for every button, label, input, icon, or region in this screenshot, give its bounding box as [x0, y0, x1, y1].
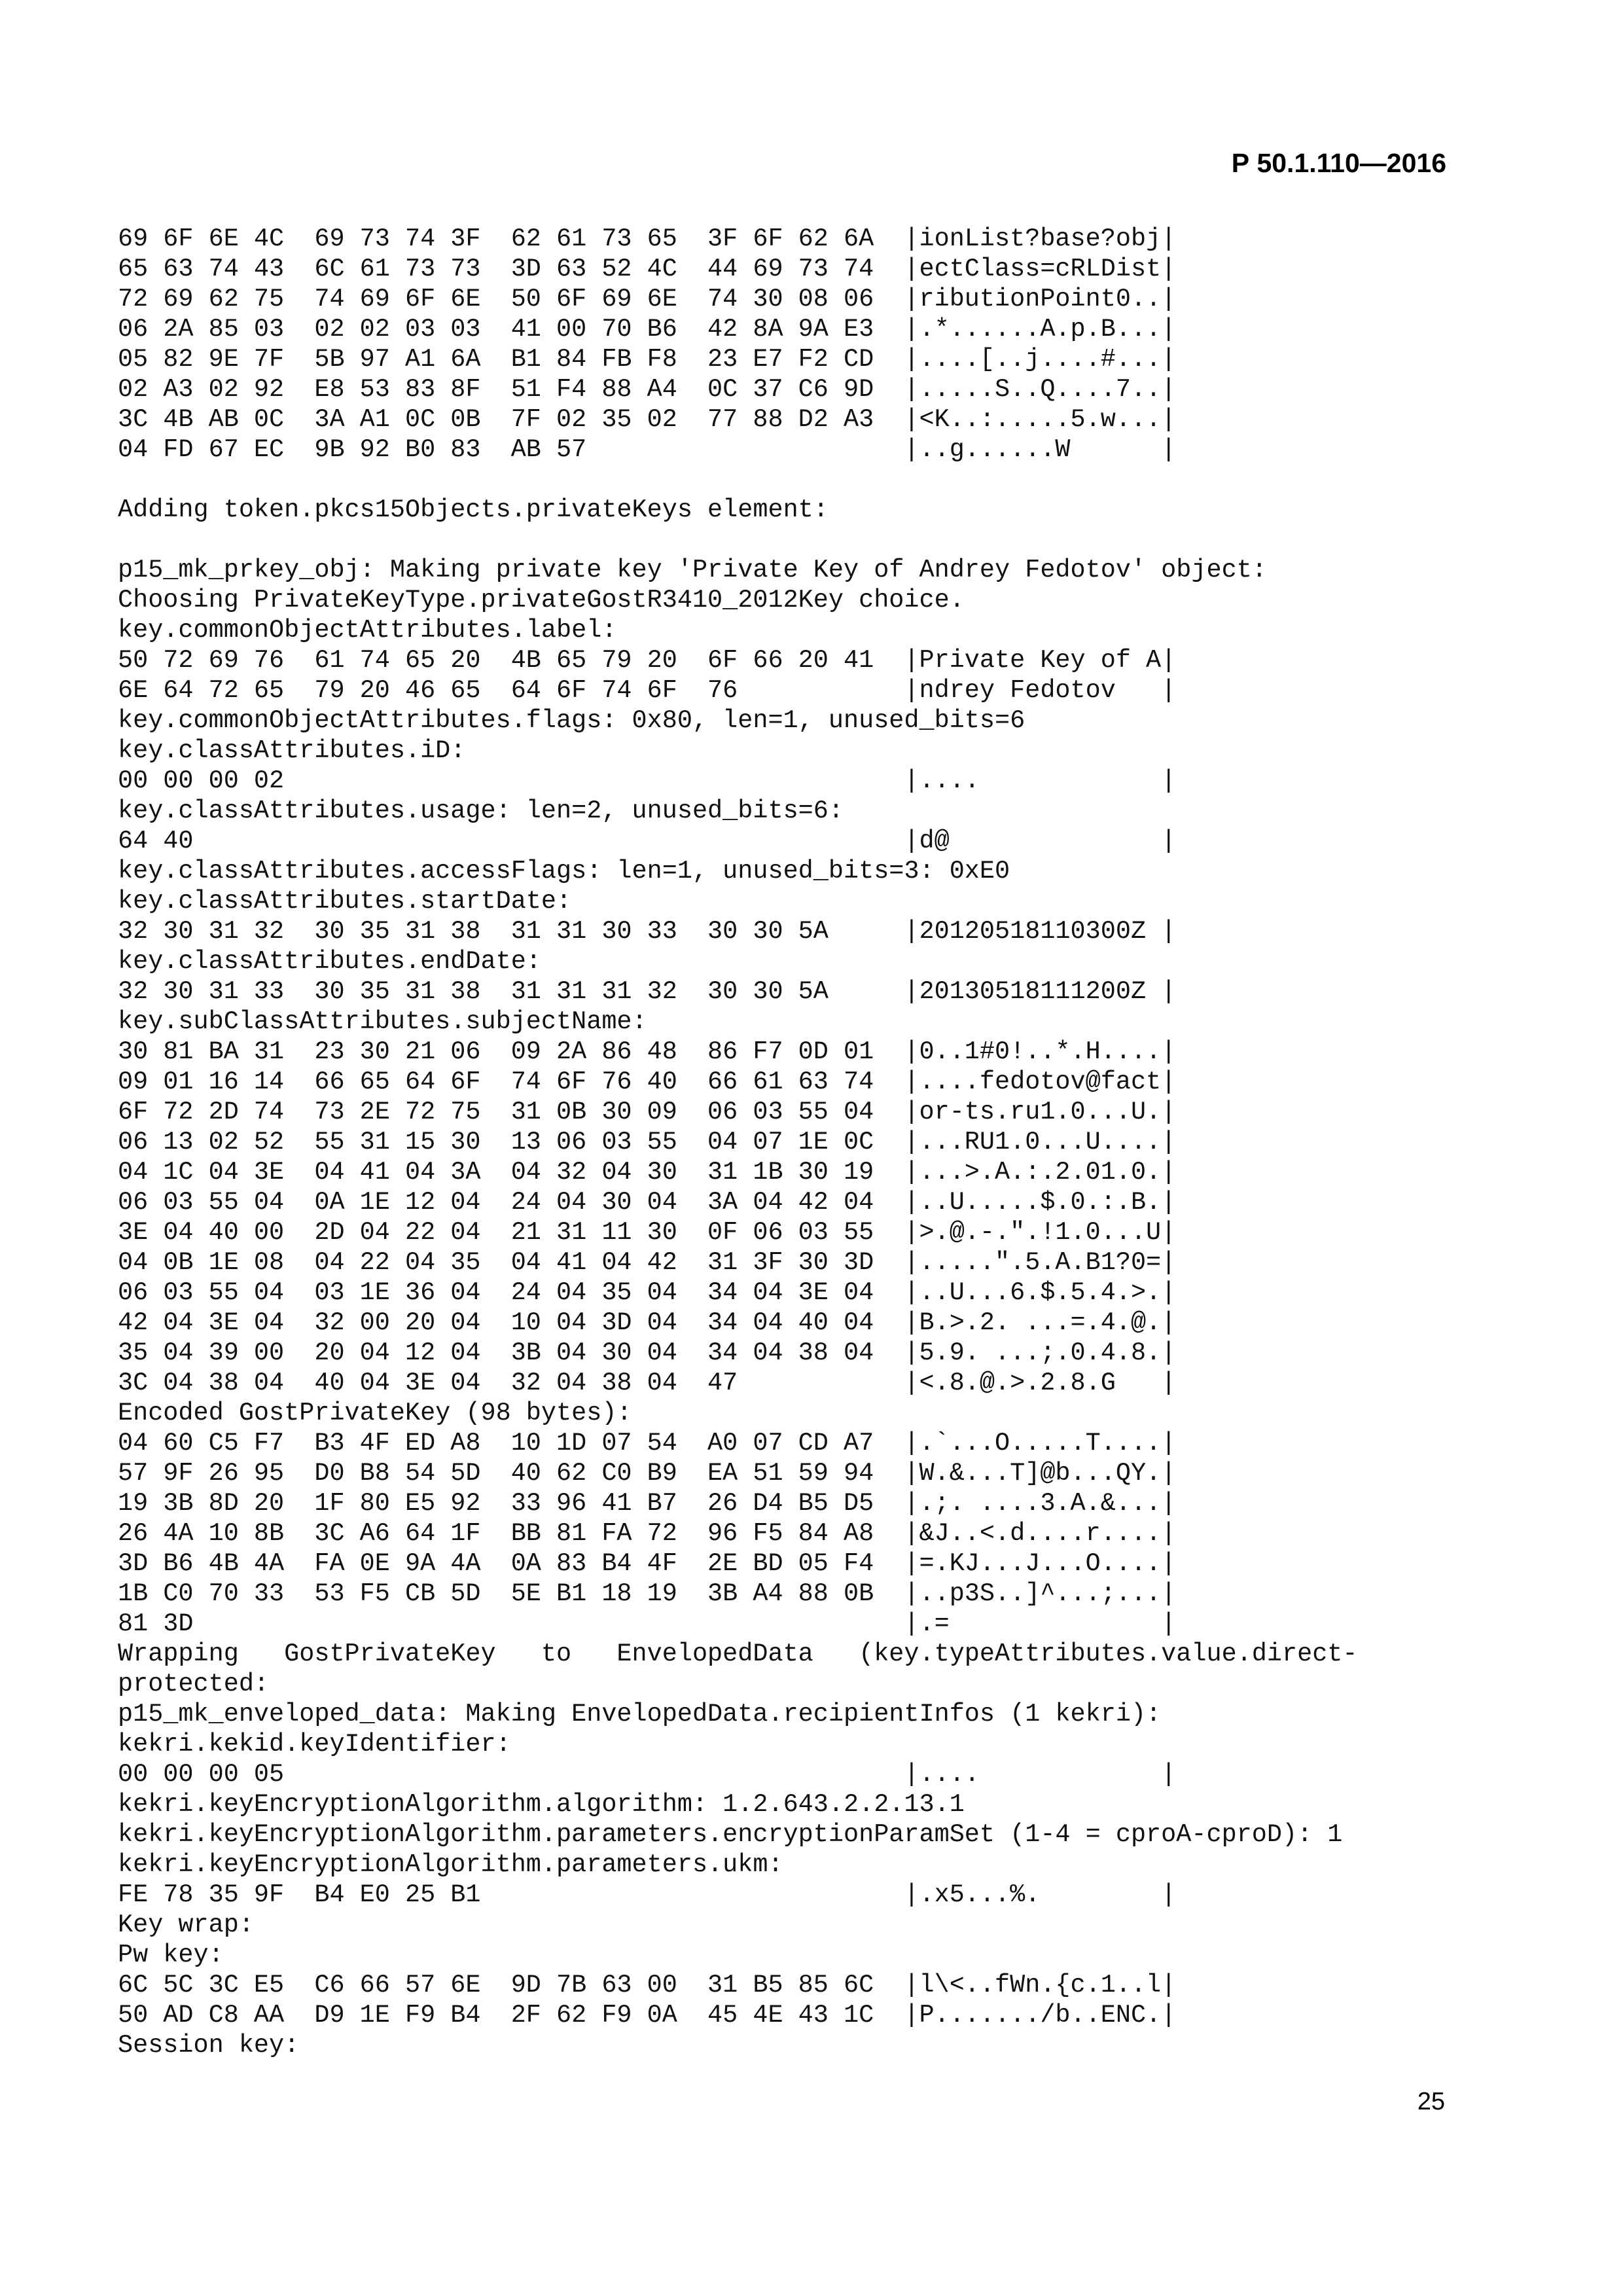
listing-line: 69 6F 6E 4C 69 73 74 3F 62 61 73 65 3F 6F 62 6A |ionList?base?obj|	[118, 224, 1177, 253]
listing-line: 42 04 3E 04 32 00 20 04 10 04 3D 04 34 04 40 04 |B.>.2. ...=.4.@.|	[118, 1308, 1177, 1337]
listing-line: 05 82 9E 7F 5B 97 A1 6A B1 84 FB F8 23 E7 F2 CD |....[..j....#...|	[118, 345, 1177, 374]
listing-line: 04 0B 1E 08 04 22 04 35 04 41 04 42 31 3F 30 3D |.....".5.A.B1?0=|	[118, 1248, 1177, 1277]
listing-line: 06 03 55 04 0A 1E 12 04 24 04 30 04 3A 04 42 04 |..U.....$.0.:.B.|	[118, 1188, 1177, 1217]
listing-line: 81 3D |.= |	[118, 1609, 1177, 1638]
listing-line: 09 01 16 14 66 65 64 6F 74 6F 76 40 66 61 63 74 |....fedotov@fact|	[118, 1067, 1177, 1096]
listing-line: 06 13 02 52 55 31 15 30 13 06 03 55 04 07 1E 0C |...RU1.0...U....|	[118, 1128, 1177, 1157]
listing-line: 50 AD C8 AA D9 1E F9 B4 2F 62 F9 0A 45 4E 43 1C |P......./b..ENC.|	[118, 2001, 1177, 2030]
listing-line: Encoded GostPrivateKey (98 bytes):	[118, 1399, 632, 1427]
listing-line: 6F 72 2D 74 73 2E 72 75 31 0B 30 09 06 03 55 04 |or-ts.ru1.0...U.|	[118, 1098, 1177, 1126]
listing-line: 65 63 74 43 6C 61 73 73 3D 63 52 4C 44 69 73 74 |ectClass=cRLDist|	[118, 255, 1177, 283]
listing-line: 57 9F 26 95 D0 B8 54 5D 40 62 C0 B9 EA 51 59 94 |W.&...T]@b...QY.|	[118, 1459, 1177, 1488]
listing-line: FE 78 35 9F B4 E0 25 B1 |.x5...%. |	[118, 1880, 1177, 1909]
listing-line: key.commonObjectAttributes.label:	[118, 616, 617, 645]
listing-line: Session key:	[118, 2031, 300, 2060]
listing-line: protected:	[118, 1670, 270, 1698]
listing-line: 30 81 BA 31 23 30 21 06 09 2A 86 48 86 F7 0D 01 |0..1#0!..*.H....|	[118, 1037, 1177, 1066]
listing-line: p15_mk_enveloped_data: Making EnvelopedData.recipientInfos (1 kekri):	[118, 1700, 1162, 1729]
listing-line: Adding token.pkcs15Objects.privateKeys element:	[118, 495, 829, 524]
listing-line: 04 FD 67 EC 9B 92 B0 83 AB 57 |..g......W |	[118, 435, 1177, 464]
listing-line: 06 03 55 04 03 1E 36 04 24 04 35 04 34 04 3E 04 |..U...6.$.5.4.>.|	[118, 1278, 1177, 1307]
listing-line: kekri.kekid.keyIdentifier:	[118, 1730, 511, 1759]
listing-line: key.commonObjectAttributes.flags: 0x80, len=1, unused_bits=6	[118, 706, 1026, 735]
listing-line: 26 4A 10 8B 3C A6 64 1F BB 81 FA 72 96 F5 84 A8 |&J..<.d....r....|	[118, 1519, 1177, 1548]
listing-line: key.classAttributes.iD:	[118, 736, 466, 765]
blank-line	[118, 525, 1453, 555]
listing-line: 3C 04 38 04 40 04 3E 04 32 04 38 04 47 |<.8.@.>.2.8.G |	[118, 1369, 1177, 1397]
listing-line: p15_mk_prkey_obj: Making private key 'Private Key of Andrey Fedotov' object:	[118, 556, 1267, 584]
listing-line: 64 40 |d@ |	[118, 827, 1177, 855]
listing-line: 35 04 39 00 20 04 12 04 3B 04 30 04 34 04 38 04 |5.9. ...;.0.4.8.|	[118, 1338, 1177, 1367]
listing-line: 00 00 00 05 |.... |	[118, 1760, 1177, 1789]
listing-line: 32 30 31 32 30 35 31 38 31 31 30 33 30 30 5A |20120518110300Z |	[118, 917, 1177, 946]
hex-dump-listing	[118, 224, 1453, 2060]
listing-line: Choosing PrivateKeyType.privateGostR3410_2012Key choice.	[118, 586, 965, 615]
listing-line: 6C 5C 3C E5 C6 66 57 6E 9D 7B 63 00 31 B5 85 6C |l\<..fWn.{c.1..l|	[118, 1971, 1177, 2000]
listing-line: 72 69 62 75 74 69 6F 6E 50 6F 69 6E 74 30 08 06 |ributionPoint0..|	[118, 285, 1177, 314]
listing-line: key.classAttributes.accessFlags: len=1, unused_bits=3: 0xE0	[118, 857, 1010, 886]
listing-line: Pw key:	[118, 1941, 224, 1969]
listing-line: kekri.keyEncryptionAlgorithm.parameters.ukm:	[118, 1850, 783, 1879]
listing-line: key.classAttributes.usage: len=2, unused_bits=6:	[118, 797, 844, 825]
listing-line: 3E 04 40 00 2D 04 22 04 21 31 11 30 0F 06 03 55 |>.@.-.".!1.0...U|	[118, 1218, 1177, 1247]
listing-line: 32 30 31 33 30 35 31 38 31 31 31 32 30 30 5A |20130518111200Z |	[118, 977, 1177, 1006]
listing-line: kekri.keyEncryptionAlgorithm.parameters.encryptionParamSet (1-4 = cproA-cproD): 1	[118, 1820, 1343, 1849]
listing-line: 6E 64 72 65 79 20 46 65 64 6F 74 6F 76 |ndrey Fedotov |	[118, 676, 1177, 705]
listing-line: 3C 4B AB 0C 3A A1 0C 0B 7F 02 35 02 77 88 D2 A3 |<K..:.....5.w...|	[118, 405, 1177, 434]
listing-line: 02 A3 02 92 E8 53 83 8F 51 F4 88 A4 0C 37 C6 9D |.....S..Q....7..|	[118, 375, 1177, 404]
listing-line: key.subClassAttributes.subjectName:	[118, 1007, 647, 1036]
listing-line: key.classAttributes.startDate:	[118, 887, 572, 916]
listing-line: key.classAttributes.endDate:	[118, 947, 541, 976]
page-number: 25	[1417, 2088, 1445, 2115]
listing-line: kekri.keyEncryptionAlgorithm.algorithm: 1.2.643.2.2.13.1	[118, 1790, 965, 1819]
listing-line: 3D B6 4B 4A FA 0E 9A 4A 0A 83 B4 4F 2E BD 05 F4 |=.KJ...J...O....|	[118, 1549, 1177, 1578]
blank-line	[118, 465, 1453, 495]
listing-line: 00 00 00 02 |.... |	[118, 766, 1177, 795]
listing-line: 04 1C 04 3E 04 41 04 3A 04 32 04 30 31 1B 30 19 |...>.A.:.2.01.0.|	[118, 1158, 1177, 1187]
listing-line: Wrapping GostPrivateKey to EnvelopedData (key.typeAttributes.value.direct-	[118, 1640, 1358, 1668]
listing-line: 04 60 C5 F7 B3 4F ED A8 10 1D 07 54 A0 07 CD A7 |.`...O.....T....|	[118, 1429, 1177, 1458]
listing-line: 1B C0 70 33 53 F5 CB 5D 5E B1 18 19 3B A4 88 0B |..p3S..]^...;...|	[118, 1579, 1177, 1608]
listing-line: 06 2A 85 03 02 02 03 03 41 00 70 B6 42 8A 9A E3 |.*......A.p.B...|	[118, 315, 1177, 344]
listing-line: 19 3B 8D 20 1F 80 E5 92 33 96 41 B7 26 D4 B5 D5 |.;. ....3.A.&...|	[118, 1489, 1177, 1518]
listing-line: 50 72 69 76 61 74 65 20 4B 65 79 20 6F 66 20 41 |Private Key of A|	[118, 646, 1177, 675]
document-code-header: Р 50.1.110—2016	[1231, 148, 1446, 178]
listing-line: Key wrap:	[118, 1910, 254, 1939]
